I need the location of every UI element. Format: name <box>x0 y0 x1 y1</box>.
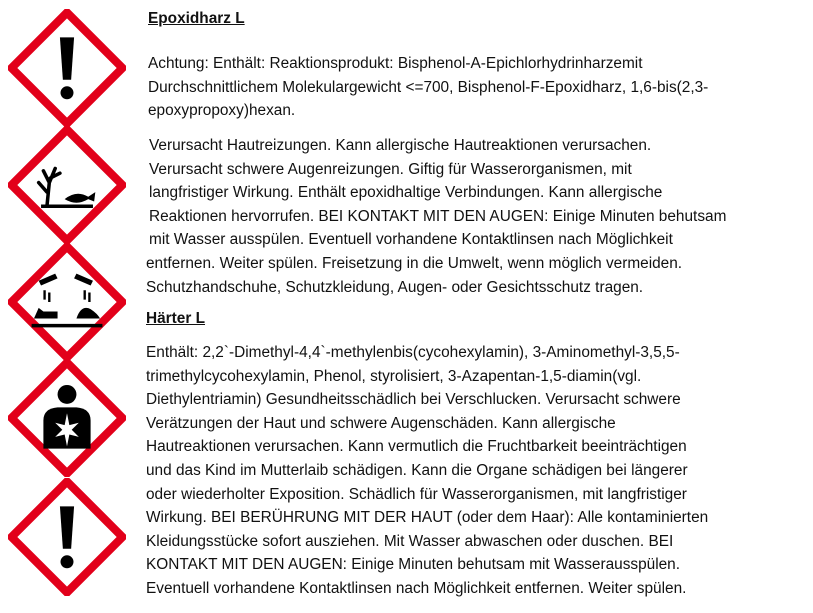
text-line: trimethylcycohexylamin, Phenol, styrolisiert, 3-Azapentan-1,5-diamin(vgl. <box>146 367 642 385</box>
text-line: Verursacht Hautreizungen. Kann allergische Hautreaktionen verursachen. <box>149 137 652 154</box>
text-line: Achtung: Enthält: Reaktionsprodukt: Bisphenol-A-Epichlorhydrinharzemit <box>148 55 643 72</box>
text-line: und das Kind im Mutterlaib schädigen. Kann die Organe schädigen bei längerer <box>146 461 688 479</box>
haerter-composition-and-hazards <box>146 341 796 601</box>
text-line: Schutzhandschuhe, Schutzkleidung, Augen- oder Gesichtsschutz tragen. <box>146 278 644 296</box>
health-hazard-icon <box>8 359 126 477</box>
text-line: epoxypropoxy)hexan. <box>148 102 296 120</box>
corrosion-icon <box>8 243 126 361</box>
text-line: oder wiederholter Exposition. Schädlich für Wasserorganismen, mit langfristiger <box>146 485 687 503</box>
text-line: Eventuell vorhandene Kontaktlinsen nach Möglichkeit entfernen. Weiter spülen. <box>146 579 687 597</box>
text-line: Wirkung. BEI BERÜHRUNG MIT DER HAUT (oder dem Haar): Alle kontaminierten <box>146 509 709 527</box>
ghs-corrosion-pictogram <box>8 243 126 361</box>
ghs-exclamation-pictogram-2 <box>8 478 126 596</box>
text-line: langfristiger Wirkung. Enthält epoxidhaltige Verbindungen. Kann allergische <box>149 184 663 202</box>
text-line: mit Wasser ausspülen. Eventuell vorhandene Kontaktlinsen nach Möglichkeit <box>149 231 673 249</box>
text-line: Diethylentriamin) Gesundheitsschädlich bei Verschlucken. Verursacht schwere <box>146 391 681 409</box>
text-line: Verätzungen der Haut und schwere Augenschäden. Kann allergische <box>146 414 616 432</box>
exclamation-icon <box>8 9 126 127</box>
text-line: Kleidungsstücke sofort ausziehen. Mit Wasser abwaschen oder duschen. BEI <box>146 532 674 550</box>
epoxidharz-composition <box>148 52 798 123</box>
text-line: Enthält: 2,2`-Dimethyl-4,4`-methylenbis(cycohexylamin), 3-Aminomethyl-3,5,5- <box>146 344 680 361</box>
ghs-exclamation-pictogram <box>8 9 126 127</box>
text-line: Durchschnittlichem Molekulargewicht <=700, Bisphenol-F-Epoxidharz, 1,6-bis(2,3- <box>148 78 709 96</box>
text-line: Hautreaktionen verursachen. Kann vermutlich die Fruchtbarkeit beeinträchtigen <box>146 438 687 456</box>
exclamation-icon <box>8 478 126 596</box>
epoxidharz-hazard-statements <box>146 134 796 299</box>
text-line: entfernen. Weiter spülen. Freisetzung in die Umwelt, wenn möglich vermeiden. <box>146 254 683 272</box>
text-line: KONTAKT MIT DEN AUGEN: Einige Minuten behutsam mit Wasserausspülen. <box>146 556 681 574</box>
section-heading-epoxidharz: Epoxidharz L <box>148 10 245 27</box>
section-heading-haerter: Härter L <box>146 310 206 327</box>
text-line: Verursacht schwere Augenreizungen. Giftig für Wasserorganismen, mit <box>149 160 632 178</box>
ghs-health-hazard-pictogram <box>8 359 126 477</box>
ghs-environment-pictogram <box>8 126 126 244</box>
dead-tree-fish-icon <box>8 126 126 244</box>
text-line: Reaktionen hervorrufen. BEI KONTAKT MIT DEN AUGEN: Einige Minuten behutsam <box>149 207 727 225</box>
